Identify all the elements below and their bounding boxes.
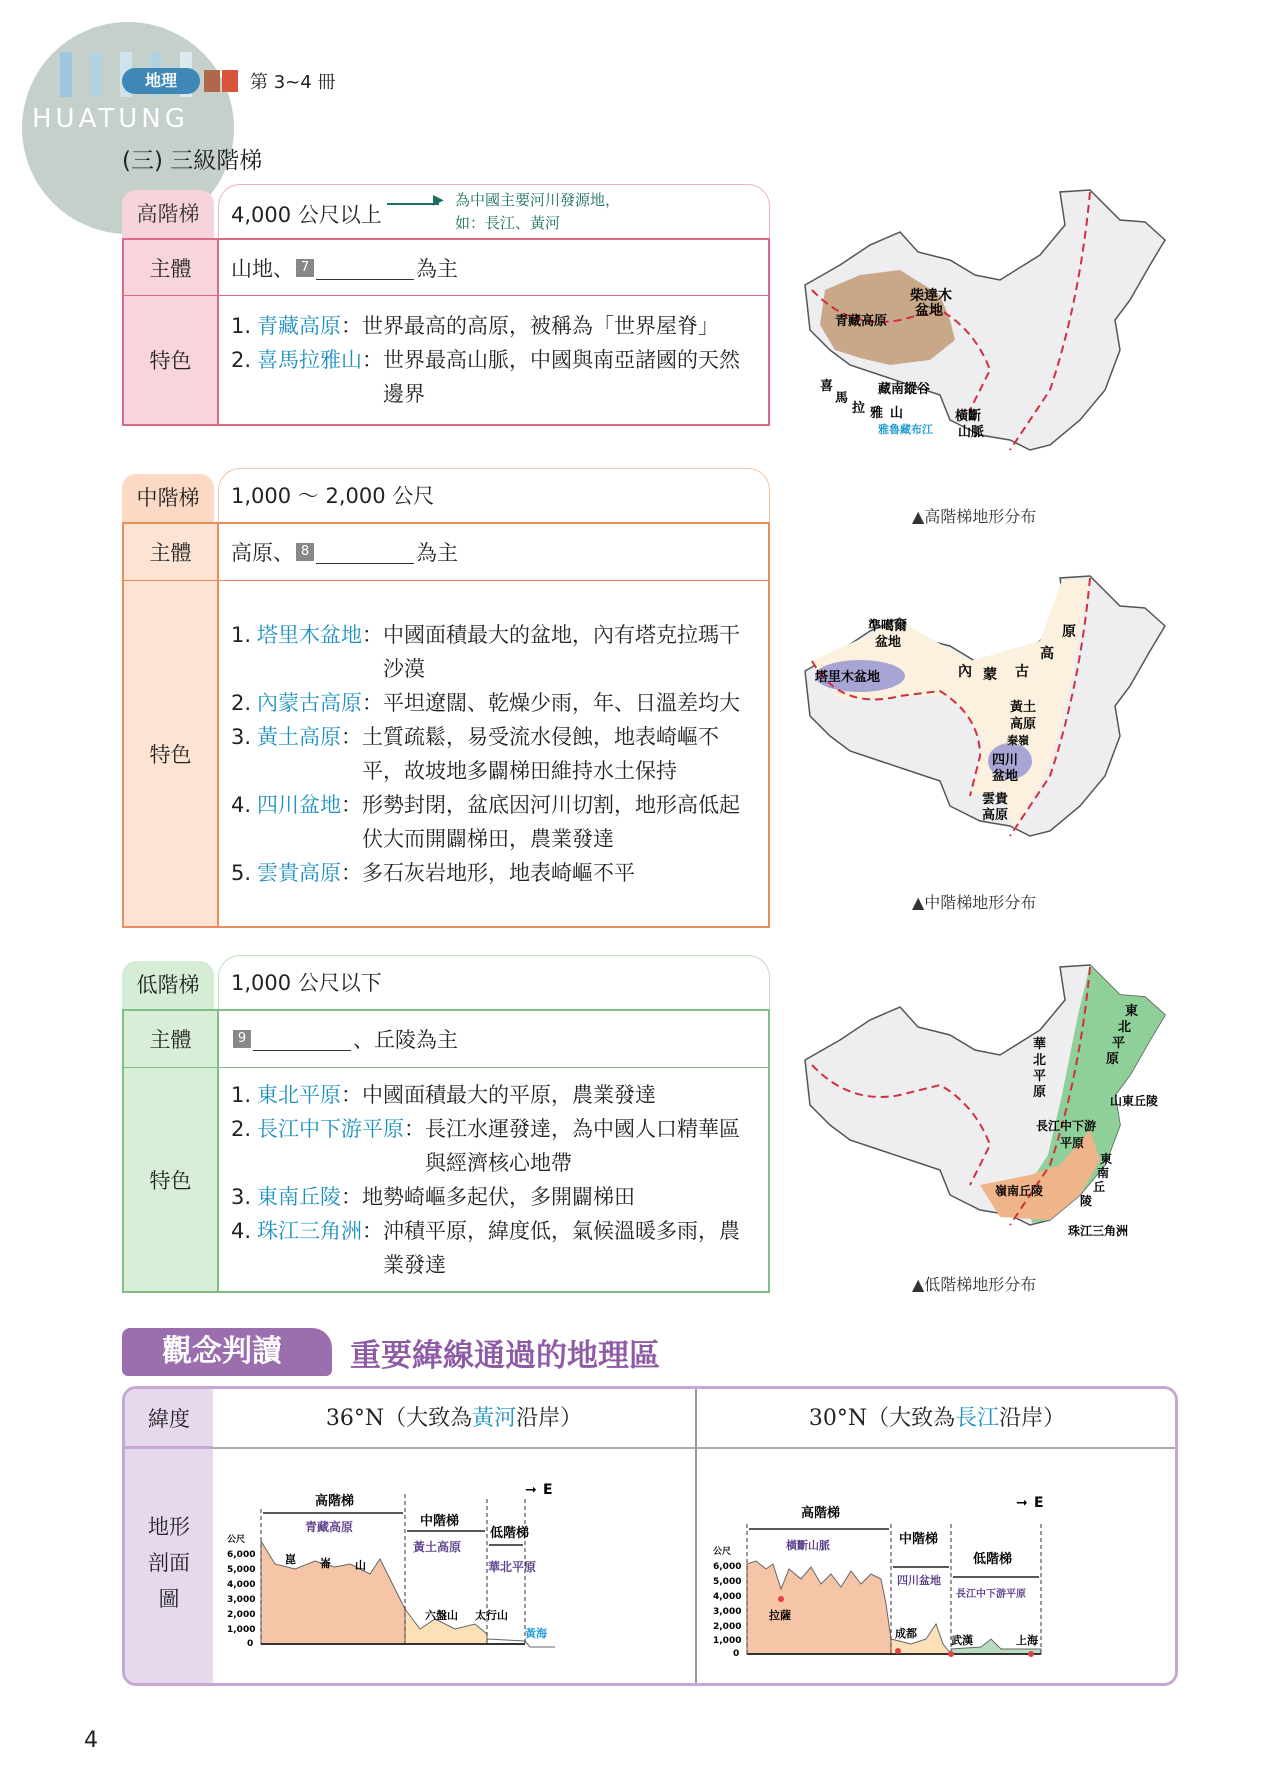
svg-text:六盤山: 六盤山 xyxy=(425,1609,458,1622)
low-tier-range: 1,000 公尺以下 xyxy=(218,955,770,1009)
svg-text:盆地: 盆地 xyxy=(992,769,1019,784)
high-tier-map xyxy=(800,180,1180,480)
svg-text:山東丘陵: 山東丘陵 xyxy=(1110,1094,1159,1108)
tab-low-tier: 低階梯 xyxy=(122,961,214,1009)
svg-text:低階梯: 低階梯 xyxy=(973,1552,1013,1567)
svg-text:蒙: 蒙 xyxy=(983,667,997,683)
svg-text:0: 0 xyxy=(247,1639,254,1649)
svg-text:珠江三角洲: 珠江三角洲 xyxy=(1068,1224,1129,1238)
arrow-icon: ▶ xyxy=(433,192,444,208)
list-item: 1. 塔里木盆地 ： 中國面積最大的盆地，內有塔克拉瑪干沙漠 xyxy=(231,622,740,681)
svg-text:長江中下游: 長江中下游 xyxy=(1036,1119,1097,1133)
svg-text:黃土: 黃土 xyxy=(1010,700,1037,715)
svg-text:北: 北 xyxy=(1118,1020,1132,1035)
arrow-icon xyxy=(387,203,439,205)
svg-text:雅魯藏布江: 雅魯藏布江 xyxy=(878,423,933,436)
feature-label: 特色 xyxy=(124,295,219,424)
svg-text:盆地: 盆地 xyxy=(875,635,902,650)
blank-number: 9 xyxy=(233,1030,251,1048)
svg-text:原: 原 xyxy=(1033,1085,1047,1100)
feature-label: 特色 xyxy=(124,580,219,926)
blank-number: 8 xyxy=(296,543,314,561)
concept-badge: 觀念判讀 xyxy=(122,1328,332,1376)
svg-text:長江中下游平原: 長江中下游平原 xyxy=(956,1589,1026,1600)
low-tier-map xyxy=(800,955,1180,1255)
svg-text:盆地: 盆地 xyxy=(915,303,943,319)
subject-badge: 地理 xyxy=(122,68,200,94)
east-arrow-icon: ➞ xyxy=(1016,1495,1028,1511)
list-item: 5. 雲貴高原 ： 多石灰岩地形，地表崎嶇不平 xyxy=(231,860,635,885)
list-item: 3. 東南丘陵 ： 地勢崎嶇多起伏，多開闢梯田 xyxy=(231,1184,635,1209)
svg-text:高階梯: 高階梯 xyxy=(801,1506,841,1521)
svg-text:北: 北 xyxy=(1033,1053,1047,1068)
decor-block xyxy=(222,70,238,92)
main-label: 主體 xyxy=(124,1011,219,1067)
svg-text:青藏高原: 青藏高原 xyxy=(835,314,888,329)
svg-text:2,000: 2,000 xyxy=(713,1622,742,1632)
svg-text:橫斷: 橫斷 xyxy=(955,409,982,424)
svg-text:藏南縱谷: 藏南縱谷 xyxy=(878,382,931,397)
svg-text:東: 東 xyxy=(1100,1152,1113,1166)
map-caption: ▲低階梯地形分布 xyxy=(912,1275,1037,1294)
svg-text:橫斷山脈: 橫斷山脈 xyxy=(786,1539,830,1552)
svg-text:0: 0 xyxy=(733,1649,740,1659)
svg-text:準噶爾: 準噶爾 xyxy=(868,619,908,634)
svg-text:3,000: 3,000 xyxy=(713,1607,742,1617)
feature-list xyxy=(231,1070,756,1290)
svg-text:山脈: 山脈 xyxy=(958,425,985,440)
svg-text:古: 古 xyxy=(1015,664,1029,680)
feature-label: 特色 xyxy=(124,1067,219,1291)
svg-text:上海: 上海 xyxy=(1016,1634,1038,1647)
high-tier-range: 4,000 公尺以上 xyxy=(231,203,382,227)
svg-text:公尺: 公尺 xyxy=(713,1547,732,1557)
latitude-label: 緯度 xyxy=(125,1389,213,1449)
svg-text:公尺: 公尺 xyxy=(227,1535,246,1545)
svg-text:南: 南 xyxy=(1097,1166,1110,1180)
svg-text:平: 平 xyxy=(1033,1069,1047,1084)
high-tier-range-row xyxy=(218,184,770,238)
list-item: 4. 四川盆地 ： 形勢封閉，盆底因河川切割，地形高低起伏大而開闢梯田，農業發達 xyxy=(231,792,740,851)
main-label: 主體 xyxy=(124,240,219,295)
svg-text:5,000: 5,000 xyxy=(713,1577,742,1587)
svg-text:陵: 陵 xyxy=(1080,1194,1093,1208)
decor-block xyxy=(204,70,220,92)
list-item: 1. 東北平原 ： 中國面積最大的平原，農業發達 xyxy=(231,1082,656,1107)
high-tier-note: 為中國主要河川發源地， 如：長江、黃河 xyxy=(455,191,621,232)
list-item: 4. 珠江三角洲 ： 沖積平原，緯度低，氣候溫暖多雨，農業發達 xyxy=(231,1218,740,1277)
svg-text:4,000: 4,000 xyxy=(713,1592,742,1602)
svg-text:雅: 雅 xyxy=(870,406,884,421)
fill-blank[interactable] xyxy=(253,1027,351,1051)
svg-text:華北平原: 華北平原 xyxy=(488,1560,537,1574)
watermark-text: HUATUNG xyxy=(32,104,189,134)
svg-text:低階梯: 低階梯 xyxy=(490,1526,530,1541)
svg-text:柴達木: 柴達木 xyxy=(910,288,952,304)
svg-text:崑: 崑 xyxy=(285,1553,296,1566)
svg-text:內: 內 xyxy=(958,664,972,680)
svg-text:5,000: 5,000 xyxy=(227,1565,256,1575)
profile-30n xyxy=(711,1469,1171,1679)
list-item: 2. 長江中下游平原 ： 長江水運發達，為中國人口精華區與經濟核心地帶 xyxy=(231,1116,740,1175)
svg-text:2,000: 2,000 xyxy=(227,1610,256,1620)
svg-text:太行山: 太行山 xyxy=(475,1609,508,1622)
map-caption: ▲中階梯地形分布 xyxy=(912,893,1037,912)
svg-text:E: E xyxy=(1034,1495,1044,1511)
svg-text:東: 東 xyxy=(1125,1004,1139,1019)
main-label: 主體 xyxy=(124,524,219,580)
svg-text:成都: 成都 xyxy=(895,1627,917,1640)
fill-blank[interactable] xyxy=(316,256,414,280)
blank-number: 7 xyxy=(296,259,314,277)
svg-text:武漢: 武漢 xyxy=(951,1634,973,1647)
mid-tier-map xyxy=(800,566,1180,866)
latitude-table xyxy=(122,1386,1178,1686)
svg-text:崙: 崙 xyxy=(320,1557,331,1570)
east-arrow-icon: ➞ xyxy=(525,1482,537,1498)
tab-mid-tier: 中階梯 xyxy=(122,474,214,522)
page-number: 4 xyxy=(84,1728,98,1753)
svg-text:高階梯: 高階梯 xyxy=(315,1494,355,1509)
high-tier-table xyxy=(122,238,770,426)
svg-text:1,000: 1,000 xyxy=(227,1625,256,1635)
svg-text:拉: 拉 xyxy=(852,401,866,416)
svg-text:1,000: 1,000 xyxy=(713,1636,742,1646)
svg-text:高原: 高原 xyxy=(982,808,1009,823)
svg-text:喜: 喜 xyxy=(820,379,834,394)
svg-text:原: 原 xyxy=(1062,624,1076,640)
feature-list xyxy=(231,610,756,898)
main-cell: 山地、 7 為主 xyxy=(231,256,458,281)
svg-text:6,000: 6,000 xyxy=(713,1562,742,1572)
svg-text:山: 山 xyxy=(355,1559,366,1572)
svg-text:雲貴: 雲貴 xyxy=(982,792,1009,807)
tab-high-tier: 高階梯 xyxy=(122,190,214,238)
header-30n: 30°N（大致為長江沿岸） xyxy=(808,1406,1066,1431)
svg-text:4,000: 4,000 xyxy=(227,1580,256,1590)
svg-text:黃土高原: 黃土高原 xyxy=(413,1540,462,1554)
svg-text:平原: 平原 xyxy=(1060,1136,1085,1150)
map-caption: ▲高階梯地形分布 xyxy=(912,507,1037,526)
svg-text:E: E xyxy=(543,1482,553,1498)
svg-text:高: 高 xyxy=(1040,646,1054,662)
svg-text:青藏高原: 青藏高原 xyxy=(305,1520,354,1534)
svg-text:3,000: 3,000 xyxy=(227,1595,256,1605)
high-tier-profile xyxy=(261,1541,405,1644)
svg-text:丘: 丘 xyxy=(1093,1180,1106,1194)
svg-text:山: 山 xyxy=(890,406,904,421)
mid-tier-range: 1,000 ～ 2,000 公尺 xyxy=(218,468,770,522)
profile-label: 地形剖面圖 xyxy=(125,1449,213,1686)
list-item: 2. 喜馬拉雅山 ： 世界最高山脈，中國與南亞諸國的天然邊界 xyxy=(231,348,740,406)
svg-text:秦嶺: 秦嶺 xyxy=(1007,734,1029,747)
header-36n: 36°N（大致為黃河沿岸） xyxy=(325,1406,583,1431)
list-item: 2. 內蒙古高原 ： 平坦遼闊、乾燥少雨，年、日溫差均大 xyxy=(231,690,740,715)
profile-36n xyxy=(225,1469,685,1679)
list-item: 3. 黃土高原 ： 土質疏鬆，易受流水侵蝕，地表崎嶇不平，故坡地多闢梯田維持水土保持 xyxy=(231,724,719,783)
svg-text:華: 華 xyxy=(1033,1037,1047,1052)
section-title: (三) 三級階梯 xyxy=(122,148,263,174)
mid-tier-table: 主體 高原、 8 為主 特色 1. 塔里木盆地 ： 中國面積最大的盆地，內有塔克拉瑪干沙漠 2. 內蒙古高原 ： 平坦遼闊、乾燥少雨，年、日溫差均大 3. 黃土高原 ： 土質疏鬆，易受流水侵蝕，地表崎嶇不平，故坡地多闢梯田維持水土保持 4. 四川盆地 ： 形勢封閉，盆底因河川切割，地形高低起伏大而開闢梯田，農業發達 5. 雲貴高原 ： 多石灰岩地形，地表崎嶇不平 xyxy=(122,522,770,928)
fill-blank[interactable] xyxy=(316,540,414,564)
svg-text:拉薩: 拉薩 xyxy=(769,1609,791,1622)
svg-text:四川: 四川 xyxy=(992,753,1019,768)
list-item: 1. 青藏高原 ： 世界最高的高原，被稱為「世界屋脊」 xyxy=(231,314,719,338)
svg-text:平: 平 xyxy=(1112,1036,1126,1051)
svg-text:黃海: 黃海 xyxy=(525,1627,547,1640)
svg-text:馬: 馬 xyxy=(835,391,849,406)
low-tier-table: 主體 9 、丘陵為主 特色 1. 東北平原 ： 中國面積最大的平原，農業發達 2. 長江中下游平原 ： 長江水運發達，為中國人口精華區與經濟核心地帶 3. 東南丘陵 ： 地勢崎嶇多起伏，多開闢梯田 4. 珠江三角洲 ： 沖積平原，緯度低，氣候溫暖多雨，農業發達 xyxy=(122,1009,770,1293)
svg-text:高原: 高原 xyxy=(1010,717,1037,732)
svg-text:6,000: 6,000 xyxy=(227,1550,256,1560)
feature-list xyxy=(231,301,756,419)
svg-text:嶺南丘陵: 嶺南丘陵 xyxy=(995,1184,1044,1198)
svg-text:塔里木盆地: 塔里木盆地 xyxy=(815,670,881,685)
svg-text:中階梯: 中階梯 xyxy=(420,1514,460,1529)
high-tier-profile xyxy=(747,1561,891,1654)
svg-text:原: 原 xyxy=(1106,1052,1120,1067)
svg-text:四川盆地: 四川盆地 xyxy=(897,1574,941,1587)
volume-label: 第 3~4 冊 xyxy=(250,72,336,93)
svg-text:中階梯: 中階梯 xyxy=(899,1532,939,1547)
concept-title: 重要緯線通過的地理區 xyxy=(350,1338,660,1374)
